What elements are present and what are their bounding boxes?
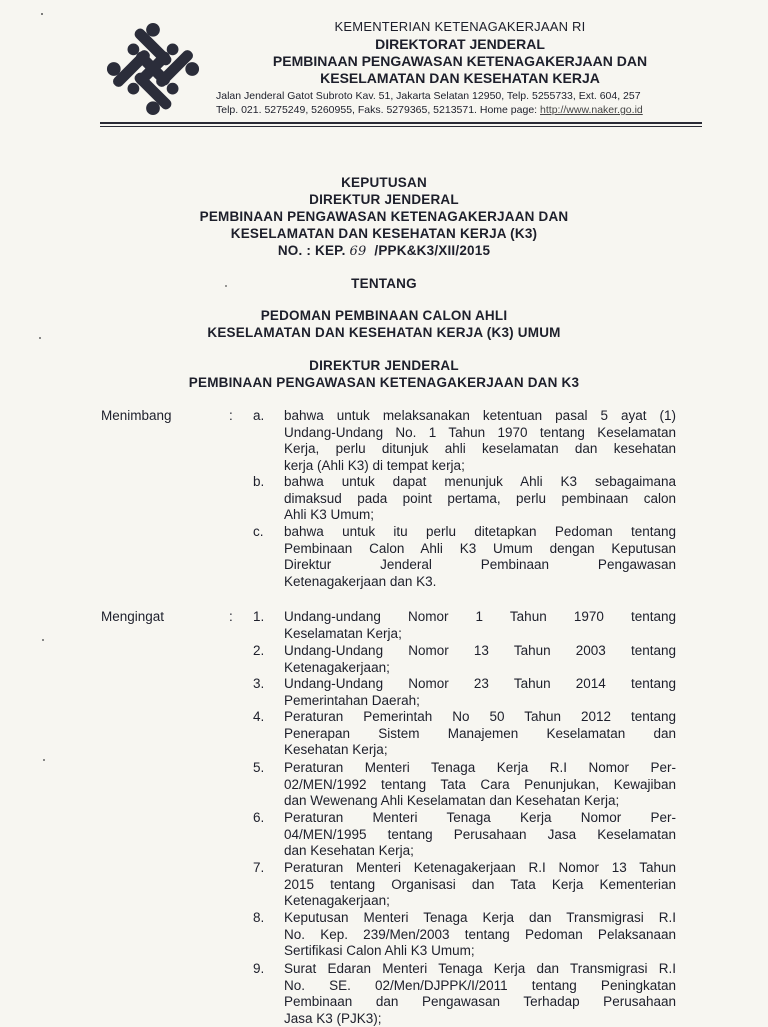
- text-line: Peraturan Menteri Ketenagakerjaan R.I Nomor 13 Tahun: [284, 860, 676, 877]
- directorate-subtitle-2: KESELAMATAN DAN KESEHATAN KERJA: [210, 70, 710, 87]
- text-line: Undang-Undang Nomor 13 Tahun 2003 tentang: [284, 643, 676, 660]
- text-line: 04/MEN/1995 tentang Perusahaan Jasa Keselamatan: [284, 827, 676, 844]
- decree-issuer-dept-2: KESELAMATAN DAN KESEHATAN KERJA (K3): [0, 226, 768, 242]
- mengingat-mark-6: 6.: [253, 810, 264, 825]
- directorate-title: DIREKTORAT JENDERAL: [210, 36, 710, 53]
- decree-issuer-dept-1: PEMBINAAN PENGAWASAN KETENAGAKERJAAN DAN: [0, 209, 768, 225]
- text-line: Peraturan Menteri Tenaga Kerja Nomor Per-: [284, 810, 676, 827]
- text-line: Pembinaan dan Pengawasan Terhadap Perusahaan: [284, 994, 676, 1011]
- mengingat-mark-1: 1.: [253, 609, 264, 624]
- decree-number-suffix: /PPK&K3/XII/2015: [374, 243, 490, 258]
- contact-text: Telp. 021. 5275249, 5260955, Faks. 5279365, 5213571. Home page:: [216, 104, 537, 116]
- text-line: 02/MEN/1992 tentang Tata Cara Penunjukan, Kewajiban: [284, 777, 676, 794]
- mengingat-mark-9: 9.: [253, 961, 264, 976]
- text-line: dan Wewenang Ahli Keselamatan dan Kesehatan Kerja;: [284, 793, 676, 810]
- text-line: No. SE. 02/Men/DJPPK/I/2011 tentang Peningkatan: [284, 978, 676, 995]
- menimbang-mark-b: b.: [253, 474, 264, 489]
- subject-line-1: PEDOMAN PEMBINAAN CALON AHLI: [0, 308, 768, 324]
- menimbang-label: Menimbang: [101, 408, 172, 423]
- mengingat-mark-8: 8.: [253, 910, 264, 925]
- decree-number-handwritten: 69: [350, 244, 367, 259]
- text-line: Undang-undang Nomor 1 Tahun 1970 tentang: [284, 609, 676, 626]
- text-line: Peraturan Menteri Tenaga Kerja R.I Nomor Per-: [284, 760, 676, 777]
- mengingat-colon: :: [229, 609, 233, 624]
- text-line: bahwa untuk itu perlu ditetapkan Pedoman tentang: [284, 524, 676, 541]
- text-line: Surat Edaran Menteri Tenaga Kerja dan Transmigrasi R.I: [284, 961, 676, 978]
- text-line: Sertifikasi Calon Ahli K3 Umum;: [284, 943, 676, 960]
- menimbang-mark-c: c.: [253, 524, 264, 539]
- mengingat-label: Mengingat: [101, 609, 164, 624]
- text-line: Penerapan Sistem Manajemen Keselamatan dan: [284, 726, 676, 743]
- text-line: 2015 tentang Organisasi dan Tata Kerja Kementerian: [284, 877, 676, 894]
- text-line: bahwa untuk dapat menunjuk Ahli K3 sebagaimana: [284, 474, 676, 491]
- text-line: Keputusan Menteri Tenaga Kerja dan Transmigrasi R.I: [284, 910, 676, 927]
- text-line: Ketenagakerjaan dan K3.: [284, 574, 676, 591]
- mengingat-mark-7: 7.: [253, 860, 264, 875]
- directorate-subtitle-1: PEMBINAAN PENGAWASAN KETENAGAKERJAAN DAN: [210, 53, 710, 70]
- signatory-heading-2: PEMBINAAN PENGAWASAN KETENAGAKERJAAN DAN K3: [0, 375, 768, 391]
- text-line: Direktur Jenderal Pembinaan Pengawasan: [284, 557, 676, 574]
- mengingat-mark-4: 4.: [253, 709, 264, 724]
- text-line: No. Kep. 239/Men/2003 tentang Pedoman Pelaksanaan: [284, 927, 676, 944]
- text-line: Ketenagakerjaan;: [284, 660, 676, 677]
- text-line: Jasa K3 (PJK3);: [284, 1011, 676, 1027]
- text-line: dan Kesehatan Kerja;: [284, 843, 676, 860]
- text-line: Ketenagakerjaan;: [284, 893, 676, 910]
- decree-title: KEPUTUSAN: [0, 175, 768, 191]
- text-line: Undang-Undang No. 1 Tahun 1970 tentang Keselamatan: [284, 425, 676, 442]
- mengingat-mark-2: 2.: [253, 643, 264, 658]
- menimbang-colon: :: [229, 408, 233, 423]
- decree-number-prefix: NO. : KEP.: [278, 243, 346, 258]
- text-line: Undang-Undang Nomor 23 Tahun 2014 tentang: [284, 676, 676, 693]
- letterhead-address: Jalan Jenderal Gatot Subroto Kav. 51, Jakarta Selatan 12950, Telp. 5255733, Ext. 604, 257: [216, 89, 704, 103]
- text-line: dimaksud pada point pertama, perlu pembinaan calon: [284, 491, 676, 508]
- homepage-link[interactable]: http://www.naker.go.id: [540, 104, 643, 116]
- text-line: Keselamatan Kerja;: [284, 626, 676, 643]
- text-line: Kerja, perlu ditunjuk ahli keselamatan dan kesehatan: [284, 441, 676, 458]
- ministry-name: KEMENTERIAN KETENAGAKERJAAN RI: [210, 18, 710, 35]
- text-line: Kesehatan Kerja;: [284, 742, 676, 759]
- mengingat-mark-5: 5.: [253, 760, 264, 775]
- text-line: Peraturan Pemerintah No 50 Tahun 2012 tentang: [284, 709, 676, 726]
- subject-line-2: KESELAMATAN DAN KESEHATAN KERJA (K3) UMUM: [0, 325, 768, 341]
- menimbang-mark-a: a.: [253, 408, 264, 423]
- text-line: Ahli K3 Umum;: [284, 507, 676, 524]
- decree-issuer: DIREKTUR JENDERAL: [0, 192, 768, 208]
- text-line: kerja (Ahli K3) di tempat kerja;: [284, 458, 676, 475]
- tentang-heading: TENTANG: [0, 276, 768, 292]
- mengingat-mark-3: 3.: [253, 676, 264, 691]
- text-line: bahwa untuk melaksanakan ketentuan pasal 5 ayat (1): [284, 408, 676, 425]
- text-line: Pemerintahan Daerah;: [284, 693, 676, 710]
- signatory-heading-1: DIREKTUR JENDERAL: [0, 358, 768, 374]
- text-line: Pembinaan Calon Ahli K3 Umum dengan Keputusan: [284, 541, 676, 558]
